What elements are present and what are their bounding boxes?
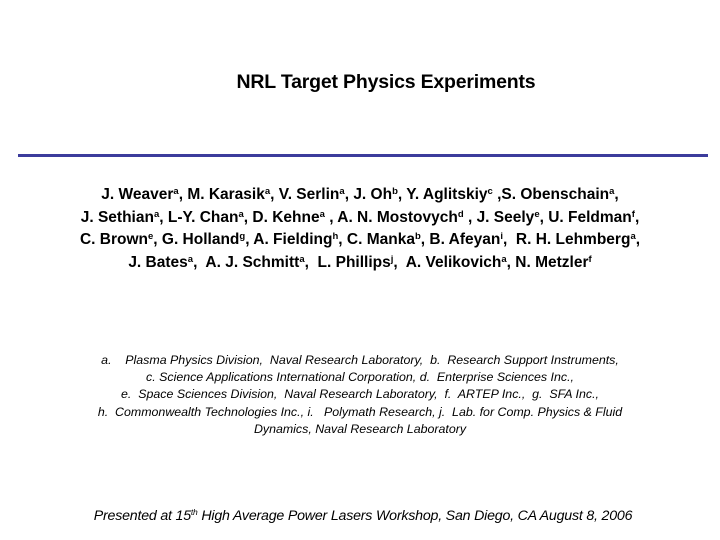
author-separator: ,	[153, 231, 162, 248]
author-name: J. Weaver	[101, 186, 174, 203]
author-affiliation-mark: a	[238, 208, 244, 220]
presentation-footer	[0, 508, 720, 524]
author-affiliation-mark: a	[173, 186, 179, 197]
author-separator: ,	[159, 208, 168, 226]
author-name: D. Kehne	[252, 208, 320, 226]
affiliation-list	[0, 352, 720, 438]
author-name: R. H. Lehmberg	[515, 231, 631, 248]
author-line	[0, 184, 720, 207]
author-affiliation-mark: a	[187, 253, 194, 265]
title-divider	[18, 154, 708, 157]
author-affiliation-mark: a	[630, 231, 636, 242]
author-name: C. Brown	[79, 231, 148, 248]
author-affiliation-mark: a	[501, 253, 507, 265]
author-separator: ,	[539, 208, 549, 226]
author-name: M. Karasik	[187, 186, 265, 203]
author-affiliation-mark: c	[487, 186, 493, 197]
author-affiliation-mark: j	[390, 253, 394, 265]
author-separator: ,	[270, 186, 279, 203]
author-affiliation-mark: a	[264, 186, 271, 197]
author-affiliation-mark: i	[500, 231, 503, 242]
author-name: S. Obenschain	[501, 186, 610, 203]
affiliation-line: e. Space Sciences Division, Naval Research Laboratory, f. ARTEP Inc., g. SFA Inc.,	[121, 387, 599, 402]
author-separator: ,	[344, 186, 354, 203]
author-name: A. Fielding	[253, 231, 333, 248]
author-separator: ,	[463, 208, 477, 226]
author-name: A. Velikovich	[405, 253, 502, 271]
author-separator: ,	[397, 186, 407, 203]
author-name: V. Serlin	[278, 186, 340, 203]
author-affiliation-mark: f	[588, 253, 592, 265]
author-name: A. J. Schmitt	[205, 253, 300, 271]
author-separator: ,	[338, 231, 347, 248]
author-affiliation-mark: h	[332, 231, 339, 242]
author-name: B. Afeyan	[429, 231, 501, 248]
author-separator: ,	[502, 231, 516, 248]
author-name: Y. Aglitskiy	[406, 186, 488, 203]
author-separator: ,	[492, 186, 502, 203]
author-name: J. Seely	[476, 208, 535, 226]
author-separator: ,	[304, 253, 318, 271]
footer-prefix: Presented at 15	[93, 508, 191, 524]
author-line	[0, 207, 720, 230]
author-separator: ,	[614, 186, 619, 203]
slide-title: NRL Target Physics Experiments	[236, 71, 536, 93]
author-separator: ,	[193, 253, 206, 271]
author-affiliation-mark: a	[153, 208, 160, 220]
author-name: J. Sethian	[80, 208, 154, 226]
author-separator: ,	[420, 231, 430, 248]
author-affiliation-mark: a	[339, 186, 345, 197]
author-name: C. Manka	[346, 231, 415, 248]
author-name: L-Y. Chan	[167, 208, 239, 226]
author-separator: ,	[393, 253, 406, 271]
affiliation-line: a. Plasma Physics Division, Naval Research Laboratory, b. Research Support Instruments,	[101, 353, 619, 367]
author-name: J. Bates	[128, 253, 188, 271]
author-separator: ,	[178, 186, 188, 203]
author-name: L. Phillips	[317, 253, 391, 271]
author-separator: ,	[634, 208, 640, 226]
author-name: U. Feldman	[548, 208, 632, 226]
author-name: A. N. Mostovych	[337, 208, 458, 226]
author-affiliation-mark: b	[414, 231, 421, 242]
footer-suffix: High Average Power Lasers Workshop, San Diego, CA August 8, 2006	[197, 508, 633, 524]
author-list	[0, 184, 720, 274]
affiliation-line: h. Commonwealth Technologies Inc., i. Polymath Research, j. Lab. for Comp. Physics & Fluid	[97, 404, 623, 419]
author-affiliation-mark: f	[631, 208, 635, 220]
affiliation-line: Dynamics, Naval Research Laboratory	[253, 421, 467, 436]
author-name: G. Holland	[161, 231, 240, 248]
author-line	[0, 252, 720, 275]
affiliation-line: c. Science Applications International Corporation, d. Enterprise Sciences Inc.,	[146, 370, 574, 385]
author-affiliation-mark: b	[392, 186, 398, 197]
author-separator: ,	[243, 208, 253, 226]
author-separator: ,	[245, 231, 254, 248]
author-name: J. Oh	[353, 186, 393, 203]
author-affiliation-mark: a	[609, 186, 615, 197]
author-separator: ,	[635, 231, 641, 248]
author-affiliation-mark: d	[457, 208, 464, 220]
author-affiliation-mark: g	[239, 231, 246, 242]
author-affiliation-mark: a	[299, 253, 305, 265]
footer-ordinal: th	[190, 507, 198, 517]
author-affiliation-mark: e	[534, 208, 540, 220]
author-name: N. Metzler	[515, 253, 589, 271]
author-separator: ,	[324, 208, 338, 226]
author-affiliation-mark: a	[319, 208, 325, 220]
author-separator: ,	[506, 253, 516, 271]
author-line	[0, 229, 720, 252]
author-affiliation-mark: e	[147, 231, 154, 242]
